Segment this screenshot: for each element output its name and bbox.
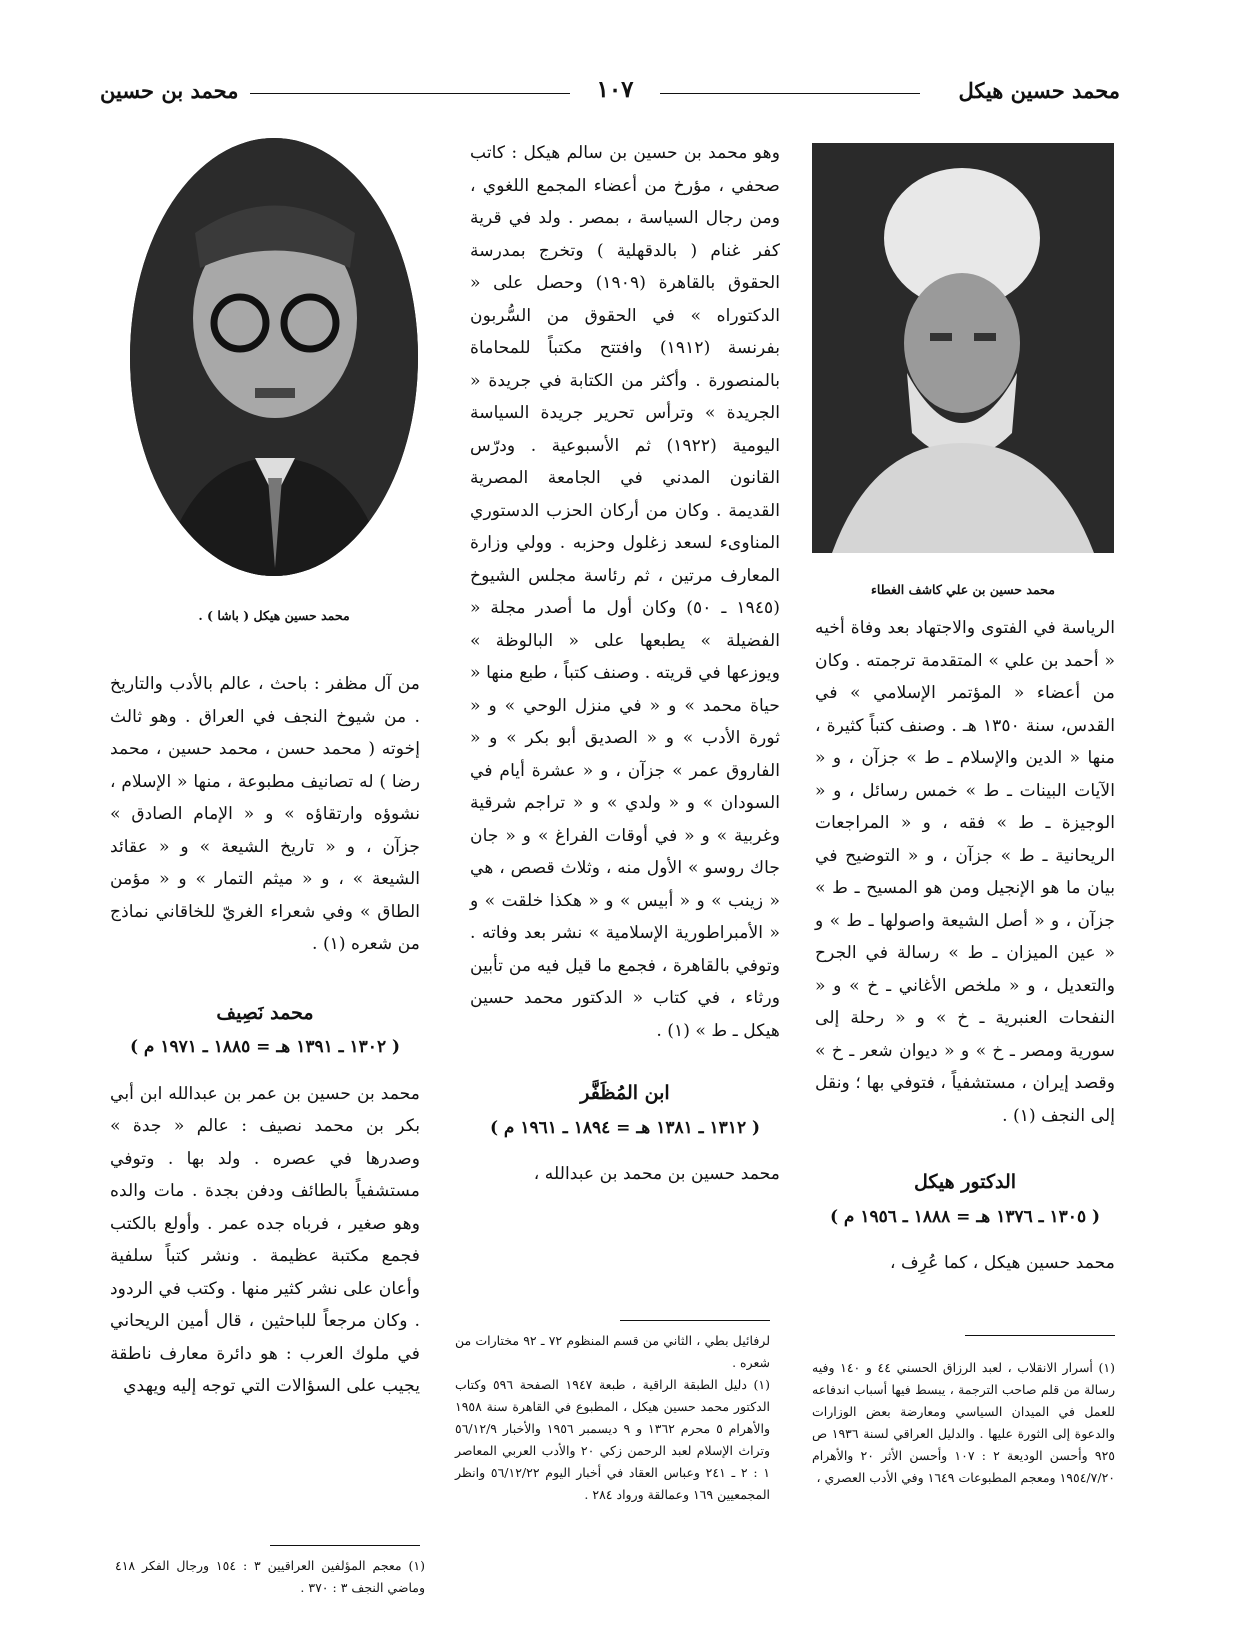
footnote-text: (١) أسرار الانقلاب ، لعبد الرزاق الحسني ٤٤ و ١٤٠ وفيه رسالة من قلم صاحب الترجمة ، يبسط فيها أسباب اندفاعه للعمل في الميدان السياسي ومعارضة بعض الوزارات والدعوة إلى الثورة عليها . والدليل العراقي لسنة ١٩٣٦ ص ٩٢٥ وأحسن الوديعة ٢ : ١٠٧ وأحسن الأثر ٢٠ والأهرام ١٩٥٤/٧/٢٠ ومعجم المطبوعات ١٦٤٩ وفي الأدب العصري ،: [812, 1360, 1116, 1485]
entry-text: محمد حسين هيكل ، كما عُرِف ،: [889, 1253, 1115, 1273]
header-rule-left: [250, 93, 570, 94]
entry-dates: ( ١٣٠٥ ـ ١٣٧٦ هـ = ١٨٨٨ ـ ١٩٥٦ م ): [829, 1206, 1101, 1227]
entry-title: محمد نَصِيف: [216, 1001, 314, 1024]
portrait-photo-kashif-al-ghita: [812, 143, 1114, 553]
footnote-left: [115, 1555, 425, 1599]
portrait-illustration: [812, 143, 1114, 553]
entry-text: من آل مظفر : باحث ، عالم بالأدب والتاريخ . من شيوخ النجف في العراق . وهو ثالث إخوته ( محمد حسن ، محمد حسين ، محمد رضا ) له تصانيف مطبوعة ، منها « الإسلام ، نشوؤه وارتقاؤه » و « الإمام الصادق » جزآن ، و « تاريخ الشيعة » و « عقائد الشيعة » ، و « ميثم التمار » و « مؤمن الطاق » وفي شعراء الغريّ للخاقاني نماذج من شعره (١) .: [110, 674, 420, 954]
photo-caption-right: محمد حسين بن علي كاشف الغطاء: [871, 582, 1055, 597]
page-number: ١٠٧: [596, 76, 634, 103]
footnote-text: (١) دليل الطبقة الراقية ، طبعة ١٩٤٧ الصفحة ٥٩٦ وكتاب الدكتور محمد حسين هيكل ، المطبوع في القاهرة سنة ١٩٥٨ والأهرام ٥ محرم ١٣٦٢ و ٩ ديسمبر ١٩٥٦ والأخبار ٥٦/١٢/٩ وتراث الإسلام لعبد الرحمن زكي ٢٠ والأدب العربي المعاصر ١ : ٢ ـ ٢٤١ وعباس العقاد في أخبار اليوم ٥٦/١٢/٢٢ وانظر المجمعيين ١٦٩ وعمالقة ورواد ٢٨٤ .: [455, 1377, 771, 1502]
entry-dates: ( ١٣١٢ ـ ١٣٨١ هـ = ١٨٩٤ ـ ١٩٦١ م ): [489, 1117, 761, 1138]
entry-text: الرياسة في الفتوى والاجتهاد بعد وفاة أخيه « أحمد بن علي » المتقدمة ترجمته . وكان من أعضاء « المؤتمر الإسلامي » في القدس، سنة ١٣٥٠ هـ . وصنف كتباً كثيرة ، منها « الدين والإسلام ـ ط » جزآن ، و « الآيات البينات ـ ط » خمس رسائل ، و « الوجيزة ـ ط » فقه ، و « المراجعات الريحانية ـ ط » جزآن ، و « التوضيح في بيان ما هو الإنجيل ومن هو المسيح ـ ط » جزآن ، و « أصل الشيعة واصولها ـ ط » و « عين الميزان ـ ط » رسالة في الجرح والتعديل ، و « ملخص الأغاني ـ خ » و « النفحات العنبرية ـ خ » و « رحلة إلى سورية ومصر ـ خ » و « ديوان شعر ـ خ » وقصد إيران ، مستشفياً ، فتوفي بها ؛ ونقل إلى النجف (١) .: [815, 618, 1115, 1126]
footnote-text: (١) معجم المؤلفين العراقيين ٣ : ١٥٤ ورجال الفكر ٤١٨ وماضي النجف ٣ : ٣٧٠ .: [115, 1558, 425, 1595]
column-right: [815, 612, 1115, 1280]
entry-dates: ( ١٣٠٢ ـ ١٣٩١ هـ = ١٨٨٥ ـ ١٩٧١ م ): [129, 1037, 401, 1057]
footnote-rule: [965, 1335, 1115, 1336]
page-header: [100, 78, 1120, 112]
running-title-left: محمد بن حسين: [100, 78, 239, 103]
running-title-right: محمد حسين هيكل: [958, 78, 1120, 103]
portrait-illustration: [130, 138, 418, 576]
footnote-rule: [620, 1320, 770, 1321]
footnote-middle: [455, 1330, 770, 1506]
entry-text: محمد بن حسين بن عمر بن عبدالله ابن أبي بكر بن محمد نصيف : عالم « جدة » وصدرها في عصره . ولد بها . وتوفي مستشفياً بالطائف ودفن بجدة . مات والده وهو صغير ، فرباه جده عمر . وأولع بالكتب فجمع مكتبة عظيمة . ونشر كتباً سلفية وأعان على نشر كثير منها . وكتب في الردود . وكان مرجعاً للباحثين ، قال أمين الريحاني في ملوك العرب : هو دائرة معارف ناطقة يجيب على السؤالات التي توجه إليه ويهدي: [109, 1083, 420, 1396]
photo-caption-left: محمد حسين هيكل ( باشا ) .: [198, 608, 350, 623]
entry-text: وهو محمد بن حسين بن سالم هيكل : كاتب صحفي ، مؤرخ من أعضاء المجمع اللغوي ، ومن رجال السياسة ، بمصر . ولد في قرية كفر غنام ( بالدقهلية ) وتخرج بمدرسة الحقوق بالقاهرة (١٩٠٩) وحصل على « الدكتوراه » في الحقوق من السُّربون بفرنسة (١٩١٢) وافتتح مكتباً للمحاماة بالمنصورة . وأكثر من الكتابة في جريدة « الجريدة » وترأس تحرير جريدة السياسة اليومية (١٩٢٢) ثم الأسبوعية . ودرّس القانون المدني في الجامعة المصرية القديمة . وكان من أركان الحزب الدستوري المناوىء لسعد زغلول وحزبه . وولي وزارة المعارف مرتين ، ثم رئاسة مجلس الشيوخ (١٩٤٥ ـ ٥٠) وكان أول ما أصدر مجلة « الفضيلة » يطبعها على « البالوظة » ويوزعها في قريته . وصنف كتباً ، طبع منها « حياة محمد » و « في منزل الوحي » و « ثورة الأدب » و « الصديق أبو بكر » و « الفاروق عمر » جزآن ، و « عشرة أيام في السودان » و « ولدي » و « تراجم شرقية وغربية » و « في أوقات الفراغ » و « جان جاك روسو » الأول منه ، وثلاث قصص ، هي « زينب » و « أبيس » و « هكذا خلقت » و « الأمبراطورية الإسلامية » نشر بعد وفاته . وتوفي بالقاهرة ، فجمع ما قيل فيه من تأبين ورثاء ، في كتاب « الدكتور محمد حسين هيكل ـ ط » (١) .: [470, 143, 781, 1041]
entry-title: الدكتور هيكل: [913, 1171, 1017, 1193]
entry-title: ابن المُظَفَّر: [580, 1082, 670, 1104]
column-left: [110, 668, 420, 1403]
column-middle: [470, 137, 780, 1191]
footnote-text: لرفائيل بطي ، الثاني من قسم المنظوم ٧٢ ـ ٩٢ مختارات من شعره .: [455, 1333, 771, 1370]
portrait-photo-haykal: [130, 138, 418, 576]
footnote-rule: [270, 1545, 420, 1546]
header-rule-right: [660, 93, 920, 94]
entry-text: محمد حسين بن محمد بن عبدالله ،: [533, 1164, 780, 1184]
footnote-right: [812, 1357, 1115, 1489]
